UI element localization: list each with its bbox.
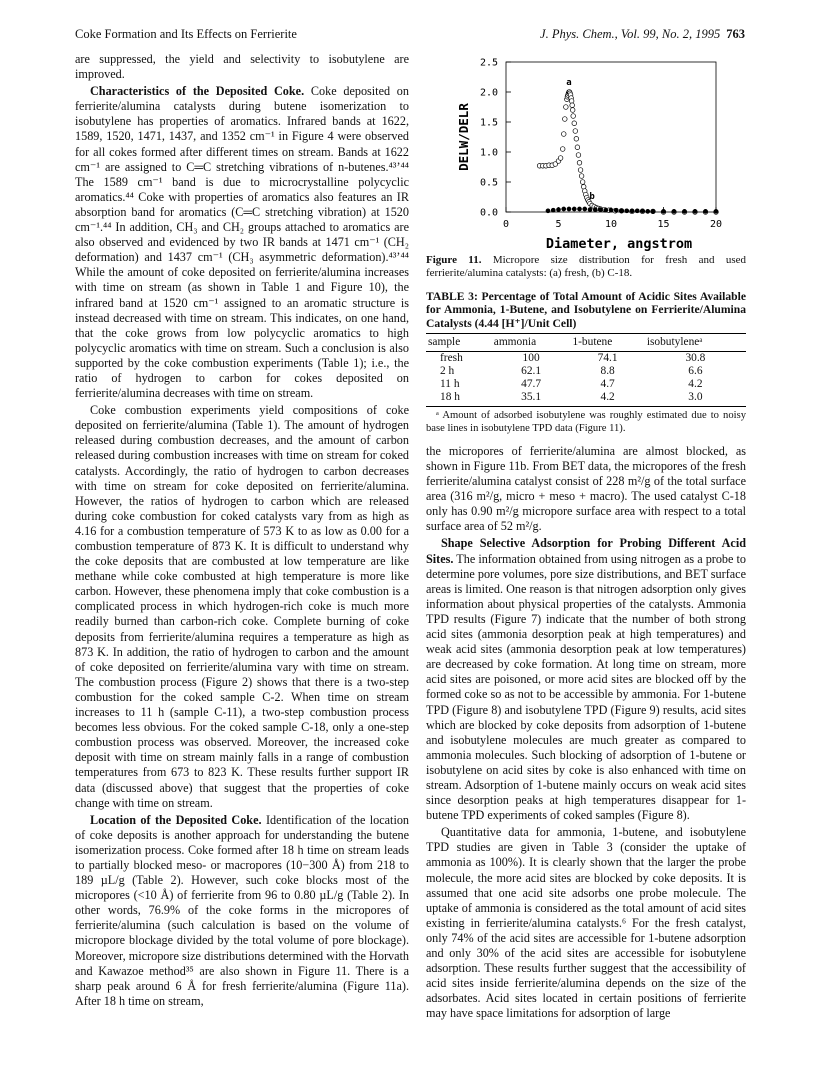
data-point-b (693, 209, 697, 213)
table-cell: 47.7 (521, 378, 542, 391)
data-point-b (546, 209, 550, 213)
data-point-b (572, 207, 576, 211)
table-footnote: ᵃ Amount of adsorbed isobutylene was roughly estimated due to noisy base lines in isobutylene TPD data (Figure 11). (426, 410, 746, 435)
data-point-b (625, 209, 629, 213)
table-cell: 18 h (426, 391, 492, 407)
data-point-a (578, 168, 583, 173)
table-cell: 4.2 (570, 391, 644, 407)
data-point-b (551, 208, 555, 212)
data-point-b (646, 209, 650, 213)
journal-citation (540, 27, 745, 42)
y-tick-label: 2.0 (479, 87, 498, 99)
data-point-b (672, 209, 676, 213)
table-row (426, 391, 746, 407)
paragraph (75, 84, 409, 401)
table-cell: 35.1 (492, 391, 571, 407)
data-point-b (562, 207, 566, 211)
figure-11 (426, 52, 746, 252)
y-tick-label: 0.0 (479, 207, 498, 219)
data-point-b (651, 209, 655, 213)
y-tick-label: 1.5 (479, 117, 498, 129)
paragraph: the micropores of ferrierite/alumina are almost blocked, as shown in Figure 11b. From BET data, the micropores of the fresh ferrierite/alumina catalyst consist of 228 m²/g of the total surface area (316 m²/g, micro + meso + macro). The used catalyst C-18 only has 0.90 m²/g micropore surface area with respect to a total surface area of 52 m²/g. (426, 443, 746, 534)
data-point-b (593, 208, 597, 212)
data-point-a (560, 147, 565, 152)
data-point-b (641, 209, 645, 213)
table-row (426, 365, 746, 378)
data-point-b (704, 209, 708, 213)
data-point-b (557, 208, 561, 212)
journal-name: J. Phys. Chem., Vol. 99, No. 2, 1995 (540, 27, 721, 41)
data-point-b (683, 209, 687, 213)
table-cell: 2 h (440, 365, 455, 378)
data-point-b (609, 208, 613, 212)
data-point-a (576, 153, 581, 158)
data-point-a (572, 121, 577, 126)
table-cell: 4.7 (600, 378, 615, 391)
figure-caption-text: Micropore size distribution for fresh and used ferrierite/alumina catalysts: (a) fresh, (b) C-18. (426, 254, 747, 279)
data-point-b (620, 209, 624, 213)
table-cell: 6.6 (688, 365, 703, 378)
data-point-b (714, 209, 718, 213)
section-heading: Shape Selective Adsorption for Probing Different Acid Sites. (426, 536, 746, 566)
x-tick-label: 0 (502, 219, 510, 230)
data-point-a (564, 105, 569, 110)
data-point-b (583, 207, 587, 211)
data-point-a (561, 132, 566, 137)
table-row (426, 378, 746, 391)
micropore-chart (426, 52, 746, 252)
series-annotation: b (589, 191, 595, 202)
section-heading: Characteristics of the Deposited Coke. (90, 84, 305, 99)
y-tick-label: 0.5 (479, 177, 498, 189)
column-header: sample (426, 334, 492, 352)
x-tick-label: 20 (709, 219, 723, 230)
data-point-a (579, 174, 584, 179)
paragraph (75, 813, 409, 1009)
figure-caption (426, 254, 746, 280)
plot-frame (506, 62, 716, 212)
x-tick-label: 5 (555, 219, 562, 230)
data-point-b (662, 209, 666, 213)
data-point-b (578, 207, 582, 211)
table-title: TABLE 3: Percentage of Total Amount of Acidic Sites Available for Ammonia, 1-Butene, and Isobutylene on Ferrierite/Alumina Catalysts (4.44 [H⁺]/Unit Cell) (426, 290, 746, 330)
table-cell: 8.8 (600, 365, 615, 378)
x-tick-label: 10 (604, 219, 618, 230)
section-heading: Location of the Deposited Coke. (90, 812, 262, 827)
data-point-a (563, 117, 568, 122)
paragraph-body: Coke deposited on ferrierite/alumina catalysts during butene isomerization to isobutylene has properties of aromatics. Infrared bands at 1622, 1589, 1520, 1471, 1437, and 1352 cm⁻¹ in Figure 4 were observed for all cokes formed after different times on stream. Bands at 1622 cm⁻¹ are assigned to C═C stretching vibrations of n-butenes.⁴³ʼ⁴⁴ The 1589 cm⁻¹ band is due to microcrystalline polycyclic aromatics.⁴⁴ Coke with properties of aromatics also features an IR absorption band for aromatics (C═C stretching vibration) at 1520 cm⁻¹.⁴⁴ In addition, CH₃ and CH₂ groups attached to aromatics are also observed and evidenced by two IR bands at 1471 cm⁻¹ (CH₂ deformation) and 1437 cm⁻¹ (CH₃ asymmetric deformation).⁴³ʼ⁴⁴ While the amount of coke deposited on ferrierite/alumina increases with time on stream (as shown in Table 1 and Figure 10), the infrared band at 1520 cm⁻¹ assigned to an aromatic structure is instead decreased with time on stream. This indicates, on one hand, that the coke grows from low polycyclic aromatics to high polycyclic aromatics with time on stream. Such a conclusion is also supported by the coke combustion experiments (Table 1); i.e., the ratio of hydrogen to carbon for cokes deposited on ferrierite/alumina decreases with time on stream. (75, 84, 409, 401)
column-header: ammonia (492, 334, 571, 352)
data-point-a (558, 156, 563, 161)
paragraph-body: The information obtained from using nitrogen as a probe to determine pore volumes, pore size distributions, and BET surface areas is limited. One reason is that nitrogen adsorption only gives information about physical properties of the catalysts. Ammonia TPD results (Figure 7) indicate that the number of both strong acid sites (ammonia desorption peak at high temperatures) and weak acid sites (ammonia desorption peak at low temperatures) are decreased by coke formation. At long time on stream, more acid sites are poisoned, or more acid sites are blocked off by the formed coke so as not to be accessible by ammonia. For 1-butene TPD (Figure 8) and isobutylene TPD (Figure 9) results, acid sites which are blocked by coke deposits from adsorption of 1-butene and isobutylene molecules are much greater as compared to ammonia molecules. Such blocking of adsorption of 1-butene or isobutylene on acid sites by coke is also enhanced with time on stream. Adsorption of 1-butene mainly occurs on weak acid sites since desorption peaks at high temperatures disappear for 1-butene TPD experiments of coked samples (Figure 8). (426, 551, 747, 823)
running-title: Coke Formation and Its Effects on Ferrierite (75, 27, 297, 41)
table-cell: 4.2 (688, 378, 703, 391)
paragraph (426, 536, 746, 823)
data-point-a (573, 129, 578, 134)
table-cell: 3.0 (645, 391, 746, 407)
column-header: 1-butene (570, 334, 644, 352)
data-point-b (567, 207, 571, 211)
data-point-a (575, 145, 580, 150)
page-number: 763 (726, 27, 745, 41)
paragraph: Quantitative data for ammonia, 1-butene, and isobutylene TPD studies are given in Table 3 (consider the uptake of ammonia as 100%). It is clearly shown that the larger the probe molecule, the more acid sites are blocked by coke deposits. It is assumed that one acid site adsorbs one probe molecule. The uptake of ammonia is considered as the total amount of acid sites existing in ferrierite/alumina catalysts.⁶ For the fresh catalyst, only 74% of the acid sites are accessible for 1-butene adsorption and only 30% of the acid sites are accessible for isobutylene adsorption. These results further suggest that the accessibility of acid sites inside ferrierite/alumina depends on the size of the adsorbates. Acid sites located in certain positions of ferrierite may have space limitations for adsorption of large (426, 825, 746, 1021)
table-cell: 100 (522, 352, 540, 365)
paragraph-body: Identification of the location of coke deposits is another approach for understanding the butene isomerization process. Coke formed after 18 h time on stream leads to partially blocked meso- or macropores (10−300 Å) from 218 to 189 µL/g (Table 2). However, such coke blocks most of the micropores (<10 Å) of ferrierite from 96 to 0.80 µL/g (Table 2). In other words, 76.9% of the coke forms in the micropores of ferrierite/alumina (such calculation is based on the volume of micropore blockage divided by the total volume of pore blockage). Moreover, micropore size distributions determined with the Horvath and Kawazoe method³⁵ are also shown in Figure 11. There is a sharp peak around 6 Å for fresh ferrierite/alumina (Figure 11a). After 18 h time on stream, (75, 812, 410, 1008)
data-point-a (574, 137, 579, 142)
data-point-b (588, 208, 592, 212)
y-axis-label: DELW/DELR (456, 103, 471, 171)
left-column (75, 52, 409, 1009)
data-point-b (614, 208, 618, 212)
data-point-b (599, 208, 603, 212)
table-cell: 62.1 (521, 365, 542, 378)
table-cell: 11 h (440, 378, 460, 391)
data-point-b (635, 209, 639, 213)
data-point-b (604, 208, 608, 212)
table-cell: 74.1 (597, 352, 618, 365)
table-row (426, 352, 746, 366)
data-point-a (570, 103, 575, 108)
column-header: isobutyleneᵃ (645, 334, 746, 352)
data-point-a (577, 161, 582, 166)
data-point-a (570, 108, 575, 113)
series-annotation: a (566, 77, 572, 88)
x-tick-label: 15 (657, 219, 670, 230)
figure-label: Figure 11. (426, 254, 482, 266)
right-column (426, 52, 746, 1021)
data-point-b (630, 209, 634, 213)
y-tick-label: 2.5 (479, 57, 498, 69)
paragraph: Coke combustion experiments yield compositions of coke deposited on ferrierite/alumina (Table 1). The amount of hydrogen released during combustion decreases, and the amount of carbon released during combustion increases with time on stream for coked catalysts. Accordingly, the ratio of hydrogen to carbon decreases with time on stream for coke deposited on ferrierite/alumina. However, the ratios of hydrogen to carbon which are released during coke combustion for coked catalysts vary from as high as 4.16 for a combustion temperature of 573 K to as low as 0.00 for a combustion temperature of 873 K. It is difficult to understand why the coke deposits that are combusted at low temperature are like methane while coke combusted at high temperature is more like carbon. However, these phenomena imply that coke combustion is a complicated process in which hydrogen-rich coke is much more readily burned than carbon-rich coke. Complete burning of coke deposits from ferrierite/alumina requires a temperature as high as 873 K. In addition, the ratio of hydrogen to carbon and the amount of coke deposited on ferrierite/alumina vary with time on stream. The combustion process (Figure 2) shows that there is a two-step combustion for the coked sample C-2. When time on stream increases to 11 h (sample C-11), a two-step combustion process becomes less obvious. For the coked sample C-18, only a one-step combustion process was observed. Moreover, the increased coke deposit with time on stream mainly falls in a range of combustion temperatures from 673 to 823 K. These results further support IR data (discussed above) that suggest that the properties of coke change with time on stream. (75, 403, 409, 810)
y-tick-label: 1.0 (479, 147, 498, 159)
page-header (75, 27, 745, 43)
data-point-a (571, 114, 576, 119)
table-header-row (426, 334, 746, 352)
table-3 (426, 333, 746, 407)
paragraph: are suppressed, the yield and selectivity to isobutylene are improved. (75, 52, 409, 82)
data-point-a (580, 180, 585, 185)
table-cell: fresh (440, 352, 463, 365)
x-axis-label: Diameter, angstrom (545, 236, 693, 252)
table-cell: 30.8 (685, 352, 706, 365)
